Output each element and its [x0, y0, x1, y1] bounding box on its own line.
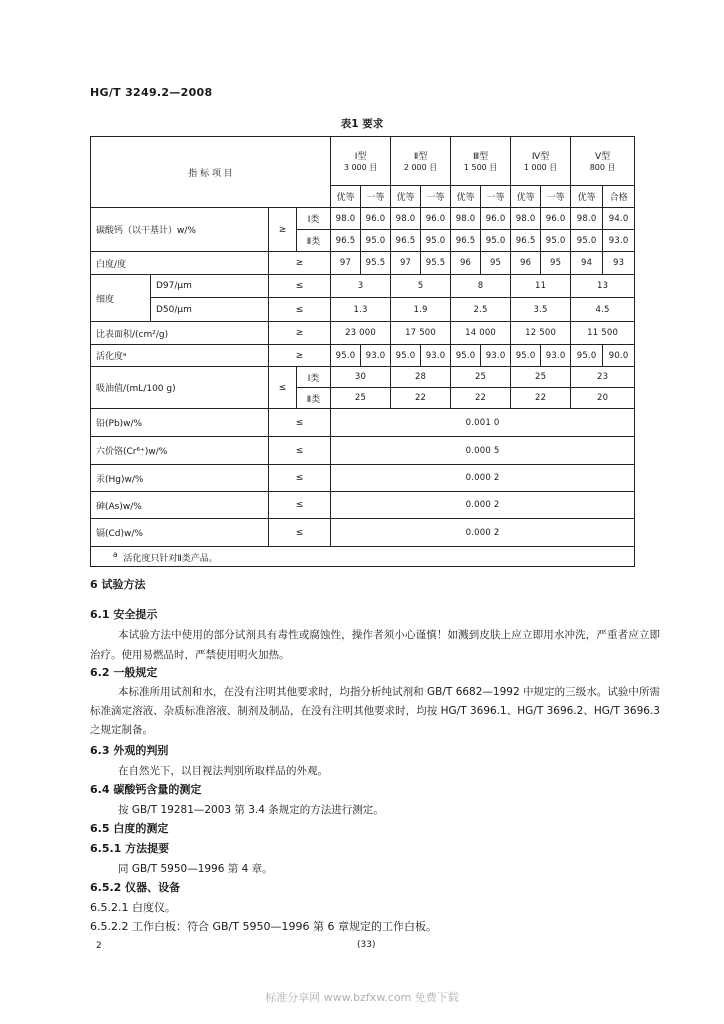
table-footnote [91, 547, 635, 567]
value-cell: 95.0 [571, 230, 603, 252]
value-cell: 95.0 [361, 230, 391, 252]
value-cell: 98.0 [451, 208, 481, 230]
caco3-label: 碳酸钙（以干基计）w/% [91, 208, 269, 252]
category-label: Ⅱ类 [297, 388, 331, 409]
operator: ≤ [269, 298, 331, 322]
surface-area-label: 比表面积/(cm²/g) [91, 322, 269, 345]
d50-label: D50/μm [151, 298, 269, 322]
value-cell: 94 [571, 252, 603, 275]
value-cell: 98.0 [391, 208, 421, 230]
whiteness-label: 白度/度 [91, 252, 269, 275]
value-cell: 94.0 [603, 208, 635, 230]
section-6-2-heading: 6.2 一般规定 [90, 666, 158, 679]
table-caption: 表1 要求 [340, 118, 384, 130]
activation-row [91, 345, 635, 367]
value-cell: 93.0 [421, 345, 451, 367]
operator: ≤ [269, 367, 297, 409]
section-6-5-2-1: 6.5.2.1 白度仪。 [90, 901, 176, 914]
value-cell: 12 500 [511, 322, 571, 345]
operator: ≥ [269, 322, 331, 345]
operator: ≤ [269, 437, 331, 465]
type-header: Ⅲ型 1 500 目 [451, 137, 511, 186]
value-cell: 95.0 [481, 230, 511, 252]
section-6-3-text: 在自然光下，以目视法判别所取样品的外观。 [118, 765, 328, 777]
value-cell: 5 [391, 275, 451, 298]
page-code: (33) [357, 940, 376, 950]
value-cell: 93.0 [361, 345, 391, 367]
operator: ≤ [269, 519, 331, 547]
operator: ≥ [269, 208, 297, 252]
chromium-row [91, 437, 635, 465]
value-cell: 96.5 [331, 230, 361, 252]
value-cell: 95 [481, 252, 511, 275]
grade-cell: 合格 [603, 186, 635, 208]
fineness-d97-row [91, 275, 635, 298]
operator: ≤ [269, 275, 331, 298]
operator: ≤ [269, 409, 331, 437]
fineness-label: 细度 [91, 275, 151, 322]
value-cell: 96.5 [391, 230, 421, 252]
value-cell: 98.0 [571, 208, 603, 230]
value-cell: 30 [331, 367, 391, 388]
surface-area-row [91, 322, 635, 345]
category-label: Ⅰ类 [297, 208, 331, 230]
mercury-label: 汞(Hg)w/% [91, 465, 269, 492]
operator: ≤ [269, 492, 331, 519]
category-label: Ⅰ类 [297, 367, 331, 388]
grade-cell: 优等 [331, 186, 361, 208]
value-cell: 0.000 2 [331, 465, 635, 492]
value-cell: 0.001 0 [331, 409, 635, 437]
value-cell: 13 [571, 275, 635, 298]
value-cell: 0.000 2 [331, 519, 635, 547]
operator: ≥ [269, 252, 331, 275]
fineness-d50-row [91, 298, 635, 322]
value-cell: 96.0 [421, 208, 451, 230]
section-6-5-heading: 6.5 白度的测定 [90, 822, 169, 835]
section-6-5-2-heading: 6.5.2 仪器、设备 [90, 881, 181, 894]
value-cell: 90.0 [603, 345, 635, 367]
value-cell: 20 [571, 388, 635, 409]
value-cell: 0.000 2 [331, 492, 635, 519]
value-cell: 96 [451, 252, 481, 275]
section-6-heading: 6 试验方法 [90, 578, 146, 591]
type-header: Ⅰ型 3 000 目 [331, 137, 391, 186]
grade-cell: 优等 [511, 186, 541, 208]
category-label: Ⅱ类 [297, 230, 331, 252]
requirements-table [90, 136, 635, 567]
operator: ≤ [269, 465, 331, 492]
footnote-mark: a [113, 549, 118, 559]
value-cell: 95.0 [451, 345, 481, 367]
type-header: Ⅳ型 1 000 目 [511, 137, 571, 186]
section-6-1-text: 本试验方法中使用的部分试剂具有毒性或腐蚀性，操作者须小心谨慎！如溅到皮肤上应立即用水冲洗，严重者应立即治疗。使用易燃品时，严禁使用明火加热。 [90, 629, 660, 661]
mercury-row [91, 465, 635, 492]
value-cell: 22 [451, 388, 511, 409]
page-number: 2 [96, 941, 102, 951]
section-6-5-2-2: 6.5.2.2 工作白板：符合 GB/T 5950—1996 第 6 章规定的工作白板。 [90, 920, 437, 933]
corner-label: 指 标 项 目 [91, 137, 331, 208]
value-cell: 95.0 [511, 345, 541, 367]
value-cell: 95.0 [391, 345, 421, 367]
value-cell: 95 [541, 252, 571, 275]
grade-cell: 优等 [391, 186, 421, 208]
value-cell: 93.0 [603, 230, 635, 252]
whiteness-row [91, 252, 635, 275]
value-cell: 93.0 [541, 345, 571, 367]
value-cell: 14 000 [451, 322, 511, 345]
oil-absorption-label: 吸油值/(mL/100 g) [91, 367, 269, 409]
section-6-5-1-heading: 6.5.1 方法提要 [90, 842, 170, 855]
value-cell: 95.0 [421, 230, 451, 252]
grade-cell: 优等 [571, 186, 603, 208]
value-cell: 1.3 [331, 298, 391, 322]
operator: ≥ [269, 345, 331, 367]
grade-cell: 优等 [451, 186, 481, 208]
section-6-4-heading: 6.4 碳酸钙含量的测定 [90, 783, 202, 796]
section-6-1-heading: 6.1 安全提示 [90, 608, 158, 621]
value-cell: 97 [391, 252, 421, 275]
grade-cell: 一等 [541, 186, 571, 208]
value-cell: 96.5 [451, 230, 481, 252]
watermark-footer: 标准分享网 www.bzfxw.com 免费下载 [265, 991, 459, 1004]
type-header: Ⅱ型 2 000 目 [391, 137, 451, 186]
value-cell: 95.5 [421, 252, 451, 275]
oil-absorption-row-1 [91, 367, 635, 388]
value-cell: 96.0 [541, 208, 571, 230]
value-cell: 3.5 [511, 298, 571, 322]
chromium-label: 六价铬(Cr⁶⁺)w/% [91, 437, 269, 465]
value-cell: 8 [451, 275, 511, 298]
value-cell: 28 [391, 367, 451, 388]
table-header-row [91, 137, 635, 186]
value-cell: 23 [571, 367, 635, 388]
value-cell: 95.0 [571, 345, 603, 367]
lead-row [91, 409, 635, 437]
value-cell: 17 500 [391, 322, 451, 345]
caco3-row-1 [91, 208, 635, 230]
value-cell: 98.0 [331, 208, 361, 230]
cadmium-row [91, 519, 635, 547]
value-cell: 0.000 5 [331, 437, 635, 465]
value-cell: 25 [331, 388, 391, 409]
footnote-row [91, 547, 635, 567]
value-cell: 3 [331, 275, 391, 298]
section-6-2-text: 本标准所用试剂和水，在没有注明其他要求时，均指分析纯试剂和 GB/T 6682—1992 中规定的三级水。试验中所需标准滴定溶液、杂质标准溶液、制剂及制品，在没有注明其他要求时，均按 HG/T 3696.1、HG/T 3696.2、HG/T 3696.3 之规定制备。 [90, 686, 660, 736]
section-6-3-heading: 6.3 外观的判别 [90, 744, 169, 757]
type-header: Ⅴ型 800 目 [571, 137, 635, 186]
value-cell: 4.5 [571, 298, 635, 322]
footnote-text: 活化度只针对Ⅱ类产品。 [123, 553, 218, 564]
value-cell: 22 [391, 388, 451, 409]
value-cell: 2.5 [451, 298, 511, 322]
value-cell: 93 [603, 252, 635, 275]
value-cell: 96 [511, 252, 541, 275]
grade-cell: 一等 [361, 186, 391, 208]
value-cell: 98.0 [511, 208, 541, 230]
activation-label: 活化度ᵃ [91, 345, 269, 367]
value-cell: 96.0 [481, 208, 511, 230]
value-cell: 96.5 [511, 230, 541, 252]
cadmium-label: 镉(Cd)w/% [91, 519, 269, 547]
value-cell: 97 [331, 252, 361, 275]
value-cell: 93.0 [481, 345, 511, 367]
value-cell: 96.0 [361, 208, 391, 230]
value-cell: 95.0 [331, 345, 361, 367]
value-cell: 1.9 [391, 298, 451, 322]
section-6-5-1-text: 同 GB/T 5950—1996 第 4 章。 [118, 863, 273, 875]
value-cell: 95.0 [541, 230, 571, 252]
standard-number: HG/T 3249.2—2008 [90, 86, 213, 99]
lead-label: 铅(Pb)w/% [91, 409, 269, 437]
value-cell: 95.5 [361, 252, 391, 275]
value-cell: 25 [451, 367, 511, 388]
grade-cell: 一等 [481, 186, 511, 208]
arsenic-row [91, 492, 635, 519]
value-cell: 25 [511, 367, 571, 388]
value-cell: 11 500 [571, 322, 635, 345]
value-cell: 22 [511, 388, 571, 409]
d97-label: D97/μm [151, 275, 269, 298]
section-6-4-text: 按 GB/T 19281—2003 第 3.4 条规定的方法进行测定。 [118, 804, 384, 816]
arsenic-label: 砷(As)w/% [91, 492, 269, 519]
grade-cell: 一等 [421, 186, 451, 208]
value-cell: 23 000 [331, 322, 391, 345]
value-cell: 11 [511, 275, 571, 298]
